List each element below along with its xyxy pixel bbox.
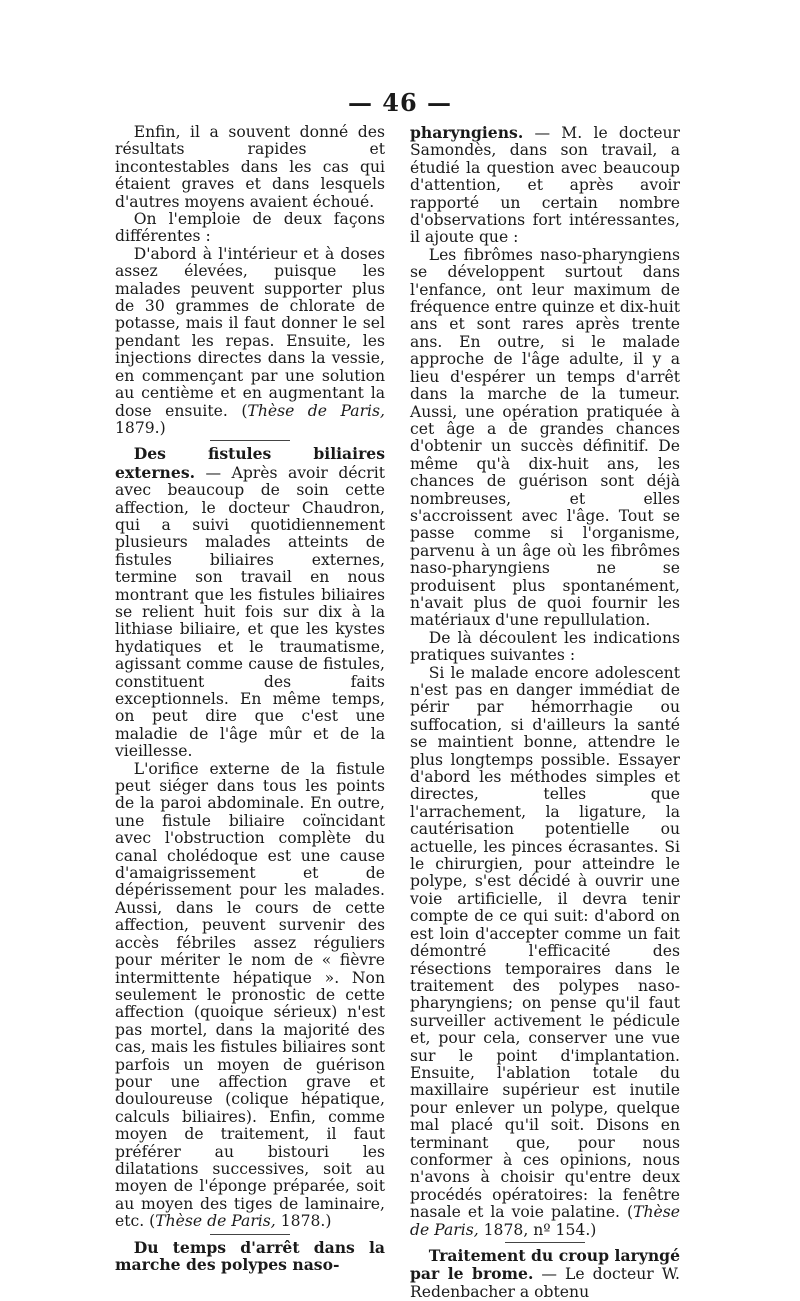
paragraph: On l'emploie de deux façons différentes : bbox=[115, 210, 385, 246]
paragraph bbox=[410, 665, 680, 1239]
section-title: Du temps d'arrêt dans la marche des polypes naso- bbox=[115, 1237, 385, 1274]
section-title: Traitement du croup laryngé par le brome. bbox=[410, 1246, 680, 1284]
page-number: — 46 — bbox=[347, 88, 453, 117]
section-divider bbox=[210, 1234, 290, 1235]
paragraph-text: D'abord à l'intérieur et à doses assez élevées, puisque les malades peuvent supporter plus de 30 grammes de chlorate de potasse, mais il faut donner le sel pendant les repas. Ensuite, les injections directes dans la vessie, en commençant par une solution au centième et en augmentant la dose ensuite. ( bbox=[115, 244, 385, 420]
section-title-continued: pharyngiens. bbox=[410, 123, 524, 142]
right-column bbox=[410, 124, 680, 1301]
paragraph: De là découlent les indications pratiques suivantes : bbox=[410, 628, 680, 665]
citation: Thèse de Paris, bbox=[410, 1203, 680, 1239]
paragraph-text: L'orifice externe de la fistule peut siéger dans tous les points de la paroi abdominale. En outre, une fistule biliaire coïncidant avec l'obstruction complète du canal cholédoque est une cause d'amaigrissement et de dépérissement pour les malades. Aussi, dans le cours de cette affection, peuvent survenir des accès fébriles assez réguliers pour mériter le nom de « fièvre intermittente hépatique ». Non seulement le pronostic de cette affection (quoique sérieux) n'est pas mortel, dans la majorité des cas, mais les fistules biliaires sont parfois un moyen de guérison pour une affection grave et douloureuse (colique hépatique, calculs biliaires). Enfin, comme moyen de traitement, il faut préférer au bistouri les dilatations successives, soit au moyen de l'éponge préparée, soit au moyen des tiges de laminaire, etc. ( bbox=[115, 759, 385, 1231]
section-text: — M. le docteur Samondès, dans son travail, a étudié la question avec beaucoup d'attention, et après avoir rapporté un certain nombre d'observations fort intéressantes, il ajoute que : bbox=[410, 124, 680, 247]
paragraph bbox=[115, 761, 385, 1231]
paragraph bbox=[115, 246, 385, 437]
section-paragraph bbox=[410, 1247, 680, 1301]
section-divider bbox=[210, 440, 290, 441]
section-text: — Après avoir décrit avec beaucoup de soin cette affection, le docteur Chaudron, qui a suivi quotidiennement plusieurs malades atteints de fistules biliaires externes, termine son travail en nous montrant que les fistules biliaires se relient huit fois sur dix à la lithiase biliaire, et que les kystes hydatiques et le traumatisme, agissant comme cause de fistules, constituent des faits exceptionnels. En même temps, on peut dire que c'est une maladie de l'âge mûr et de la vieillesse. bbox=[115, 463, 385, 761]
paragraph: Enfin, il a souvent donné des résultats rapides et incontestables dans les cas qui étaient graves et dans lesquels d'autres moyens avaient échoué. bbox=[115, 123, 385, 211]
citation-year: 1879.) bbox=[115, 418, 166, 437]
citation: Thèse de Paris, bbox=[155, 1212, 276, 1231]
section-paragraph bbox=[115, 445, 385, 760]
citation: Thèse de Paris, bbox=[247, 401, 385, 420]
section-title: Des fistules biliaires externes. bbox=[115, 444, 385, 482]
section-divider bbox=[505, 1242, 585, 1243]
section-paragraph bbox=[410, 124, 680, 247]
paragraph: Les fibrômes naso-pharyngiens se développent surtout dans l'enfance, ont leur maximum de fréquence entre quinze et dix-huit ans et sont rares après trente ans. En outre, si le malade approche de l'âge adulte, il y a lieu d'espérer un temps d'arrêt dans la marche de la tumeur. Aussi, une opération pratiquée à cet âge a de grandes chances d'obtenir un succès définitif. De même qu'à dix-huit ans, les chances de guérison sont déjà nombreuses, et elles s'accroissent avec l'âge. Tout se passe comme si l'organisme, parvenu à un âge où les fibrômes naso-pharyngiens ne se produisent plus spontanément, n'avait plus de quoi fournir les matériaux d'une repullulation. bbox=[410, 245, 680, 630]
section-text: — Le docteur W. Redenbacher a obtenu bbox=[410, 1265, 681, 1301]
paragraph-text: Si le malade encore adolescent n'est pas en danger immédiat de périr par hémorrhagie ou suffocation, si d'ailleurs la santé se maintient bonne, attendre le plus longtemps possible. Essayer d'abord les méthodes simples et directes, telles que l'arrachement, la ligature, la cautérisation potentielle ou actuelle, les pinces écrasantes. Si le chirurgien, pour atteindre le polype, s'est décidé à ouvrir une voie artificielle, il devra tenir compte de ce qui suit: d'abord on est loin d'accepter comme un fait démontré l'efficacité des résections temporaires dans le traitement des polypes naso-pharyngiens; on pense qu'il faut surveiller activement le pédicule et, pour cela, conserver une vue sur le point d'implantation. Ensuite, l'ablation totale du maxillaire supérieur est inutile pour enlever un polype, quelque mal placé qu'il soit. Disons en terminant que, pour nous conformer à ces opinions, nous n'avons à choisir qu'entre deux procédés opératoires: la fenêtre nasale et la voie palatine. ( bbox=[410, 663, 680, 1222]
left-column bbox=[115, 124, 385, 1273]
citation-year: 1878, nº 154.) bbox=[478, 1220, 597, 1239]
citation-year: 1878.) bbox=[275, 1212, 332, 1231]
